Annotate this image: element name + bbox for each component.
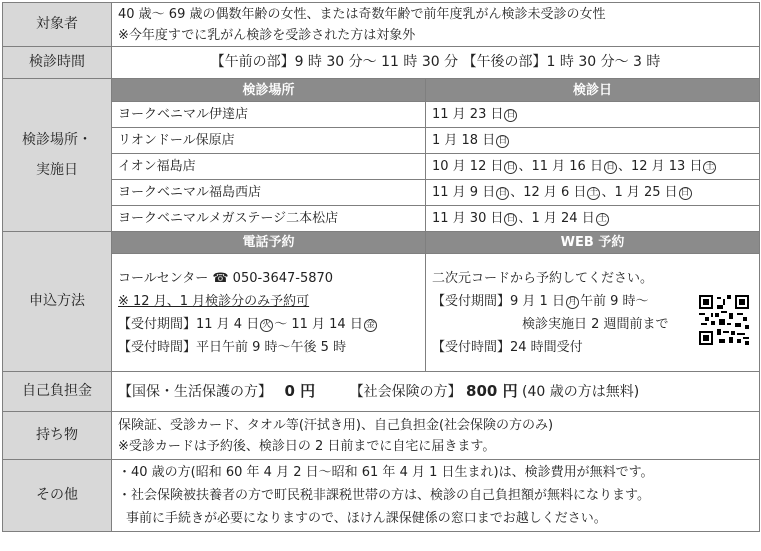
items-line2: ※受診カードは予約後、検診日の 2 日前までに自宅に届きます。 xyxy=(118,438,496,454)
place-name: ヨークベニマル伊達店 xyxy=(112,102,426,128)
web-line2: 【受付期間】9 月 1 日 月 午前 9 時～ xyxy=(432,293,649,309)
cost-a-value: 0 円 xyxy=(284,381,316,400)
label-cost: 自己負担金 xyxy=(3,372,112,412)
other-line2: ・社会保険被扶養者の方で町民税非課税世帯の方は、検診の自己負担額が無料になります。 xyxy=(118,488,650,503)
label-place xyxy=(3,79,112,232)
web-line4: 【受付時間】24 時間受付 xyxy=(432,339,583,355)
place-date: 11 月 23 日 日 xyxy=(426,102,760,128)
place-name: リオンドール保原店 xyxy=(112,128,426,154)
phone-line3: 【受付期間】11 月 4 日 火 ～ 11 月 14 日 金 xyxy=(118,316,375,332)
cost-b-note: (40 歳の方は無料) xyxy=(522,383,640,400)
label-other: その他 xyxy=(3,460,112,532)
label-apply: 申込方法 xyxy=(3,232,112,372)
target-line2: ※今年度すでに乳がん検診を受診された方は対象外 xyxy=(118,27,416,43)
col-date-header: 検診日 xyxy=(426,79,760,102)
phone-cell xyxy=(112,254,426,372)
place-date: 1 月 18 日 日 xyxy=(426,128,760,154)
web-line3: 検診実施日 2 週間前まで xyxy=(522,316,669,332)
target-cell xyxy=(112,3,760,47)
info-table xyxy=(2,2,760,532)
place-date: 10 月 12 日 日 、11 月 16 日 日 、12 月 13 日 土 xyxy=(426,154,760,180)
cost-cell xyxy=(112,372,760,412)
cost-a: 【国保・生活保護の方】 xyxy=(118,383,272,400)
label-place-1: 検診場所・ xyxy=(22,132,92,148)
items-line1: 保険証、受診カード、タオル等(汗拭き用)、自己負担金(社会保険の方のみ) xyxy=(118,417,554,433)
other-line1: ・40 歳の方(昭和 60 年 4 月 2 日～昭和 61 年 4 月 1 日生まれ)は、検診費用が無料です。 xyxy=(118,465,654,480)
phone-line2: ※ 12 月、1 月検診分のみ予約可 xyxy=(118,293,310,309)
cost-b: 【社会保険の方】 xyxy=(349,383,462,400)
place-name: ヨークベニマルメガステージ二本松店 xyxy=(112,206,426,232)
target-line1: 40 歳～ 69 歳の偶数年齢の女性、または奇数年齢で前年度乳がん検診未受診の女性 xyxy=(118,6,606,22)
phone-header: 電話予約 xyxy=(112,232,426,254)
col-place-header: 検診場所 xyxy=(112,79,426,102)
web-cell xyxy=(426,254,760,372)
web-header: WEB 予約 xyxy=(426,232,760,254)
time-text: 【午前の部】9 時 30 分～ 11 時 30 分 【午後の部】1 時 30 分～ 3 時 xyxy=(112,47,760,79)
label-place-2: 実施日 xyxy=(36,162,78,178)
qr-code-icon[interactable] xyxy=(699,295,749,345)
label-items: 持ち物 xyxy=(3,412,112,460)
place-name: ヨークベニマル福島西店 xyxy=(112,180,426,206)
place-date: 11 月 9 日 日 、12 月 6 日 土 、1 月 25 日 日 xyxy=(426,180,760,206)
label-target: 対象者 xyxy=(3,3,112,47)
cost-b-value: 800 円 xyxy=(466,381,518,400)
phone-line4: 【受付時間】平日午前 9 時～午後 5 時 xyxy=(118,339,347,355)
other-cell xyxy=(112,460,760,532)
items-cell xyxy=(112,412,760,460)
other-line3: 事前に手続きが必要になりますので、ほけん課保健係の窓口までお越しください。 xyxy=(126,511,607,526)
label-time: 検診時間 xyxy=(3,47,112,79)
web-line1: 二次元コードから予約してください。 xyxy=(432,270,654,286)
place-name: イオン福島店 xyxy=(112,154,426,180)
place-date: 11 月 30 日 日 、1 月 24 日 土 xyxy=(426,206,760,232)
phone-line1: コールセンター ☎ 050-3647-5870 xyxy=(118,270,334,286)
